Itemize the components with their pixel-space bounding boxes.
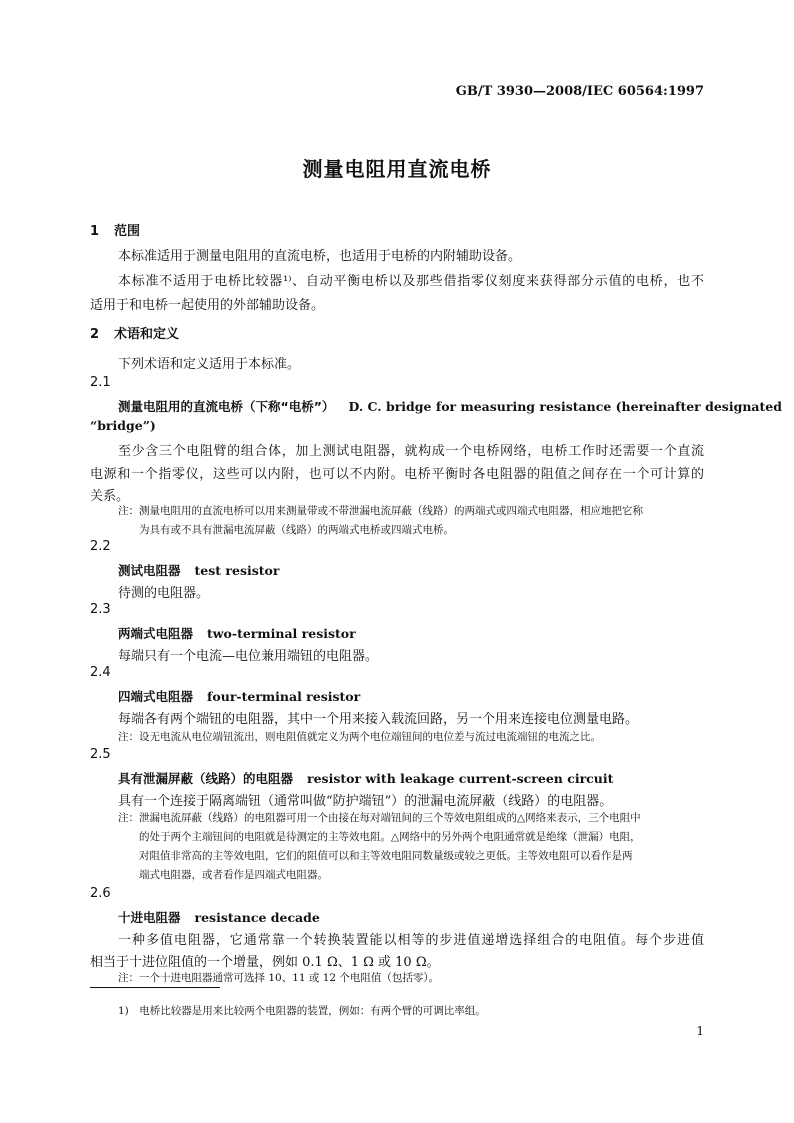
section-2-intro: 下列术语和定义适用于本标准。	[118, 357, 301, 372]
section-2-heading: 2 术语和定义	[90, 327, 180, 342]
clause-2-6-number: 2.6	[90, 886, 111, 901]
clause-2-1-note-line-2: 为具有或不具有泄漏电流屏蔽（线路）的两端式电桥或四端式电桥。	[139, 524, 454, 536]
clause-2-1-term-cont: “bridge”)	[90, 418, 156, 433]
clause-2-4-note: 注：设无电流从电位端钮流出，则电阻值就定义为两个电位端钮间的电位差与流过电流端钮的电流之比。	[118, 731, 601, 743]
document-title: 测量电阻用直流电桥	[302, 157, 492, 181]
clause-2-5-number: 2.5	[90, 747, 111, 762]
clause-2-3-definition: 每端只有一个电流—电位兼用端钮的电阻器。	[118, 649, 379, 664]
clause-2-5-note-line-2: 的处于两个主端钮间的电阻就是待测定的主等效电阻。△网络中的另外两个电阻通常就是绝缘（泄漏）电阻，	[139, 831, 641, 843]
clause-2-4-number: 2.4	[90, 665, 111, 680]
clause-2-1-def-line-1: 至少含三个电阻臂的组合体，加上测试电阻器，就构成一个电桥网络，电桥工作时还需要一个直流	[118, 444, 704, 459]
clause-2-1-def-line-2: 电源和一个指零仪，这些可以内附，也可以不内附。电桥平衡时各电阻器的阻值之间存在一个可计算的	[90, 467, 704, 482]
section-1-para-2-line-1: 本标准不适用于电桥比较器¹⁾、自动平衡电桥以及那些借指零仪刻度来获得部分示值的电桥，也不	[118, 274, 704, 289]
standard-number: GB/T 3930—2008/IEC 60564:1997	[455, 84, 704, 99]
footnote-divider	[90, 987, 220, 988]
clause-2-2-number: 2.2	[90, 539, 111, 554]
clause-2-2-definition: 待测的电阻器。	[118, 586, 210, 601]
clause-2-4-term: 四端式电阻器 four-terminal resistor	[118, 689, 361, 704]
clause-2-5-note-line-1: 注：泄漏电流屏蔽（线路）的电阻器可用一个由接在每对端钮间的三个等效电阻组成的△网络来表示，三个电阻中	[118, 812, 641, 824]
clause-2-6-def-line-1: 一种多值电阻器，它通常靠一个转换装置能以相等的步进值递增选择组合的电阻值。每个步进值	[118, 933, 704, 948]
clause-2-1-term: 测量电阻用的直流电桥（下称“电桥”） D. C. bridge for measuring resistance (hereinafter designated	[118, 399, 782, 414]
clause-2-1-note-line-1: 注：测量电阻用的直流电桥可以用来测量带或不带泄漏电流屏蔽（线路）的两端式或四端式电阻器，相应地把它称	[118, 505, 643, 517]
clause-2-5-definition: 具有一个连接于隔离端钮（通常叫做“防护端钮”）的泄漏电流屏蔽（线路）的电阻器。	[118, 794, 613, 809]
section-1-para-2-line-2: 适用于和电桥一起使用的外部辅助设备。	[90, 298, 325, 313]
section-1-para-1: 本标准适用于测量电阻用的直流电桥，也适用于电桥的内附辅助设备。	[118, 249, 522, 264]
clause-2-6-term: 十进电阻器 resistance decade	[118, 910, 320, 925]
clause-2-5-note-line-3: 对阻值非常高的主等效电阻，它们的阻值可以和主等效电阻同数量级或较之更低。主等效电阻可以看作是两	[139, 850, 633, 862]
clause-2-3-number: 2.3	[90, 602, 111, 617]
clause-2-5-term: 具有泄漏屏蔽（线路）的电阻器 resistor with leakage current-screen circuit	[118, 771, 614, 786]
page-number: 1	[696, 1024, 704, 1038]
clause-2-1-def-line-3: 关系。	[90, 489, 130, 504]
clause-2-6-note: 注：一个十进电阻器通常可选择 10、11 或 12 个电阻值（包括零）。	[118, 972, 440, 984]
clause-2-5-note-line-4: 端式电阻器，或者看作是四端式电阻器。	[139, 869, 328, 881]
clause-2-1-number: 2.1	[90, 375, 111, 390]
clause-2-2-term: 测试电阻器 test resistor	[118, 563, 280, 578]
clause-2-3-term: 两端式电阻器 two-terminal resistor	[118, 626, 356, 641]
footnote: 1) 电桥比较器是用来比较两个电阻器的装置，例如：有两个臂的可调比率组。	[118, 1005, 486, 1017]
clause-2-6-def-line-2: 相当于十进位阻值的一个增量，例如 0.1 Ω、1 Ω 或 10 Ω。	[90, 955, 440, 970]
clause-2-4-definition: 每端各有两个端钮的电阻器，其中一个用来接入载流回路，另一个用来连接电位测量电路。	[118, 712, 639, 727]
section-1-heading: 1 范围	[90, 224, 141, 239]
